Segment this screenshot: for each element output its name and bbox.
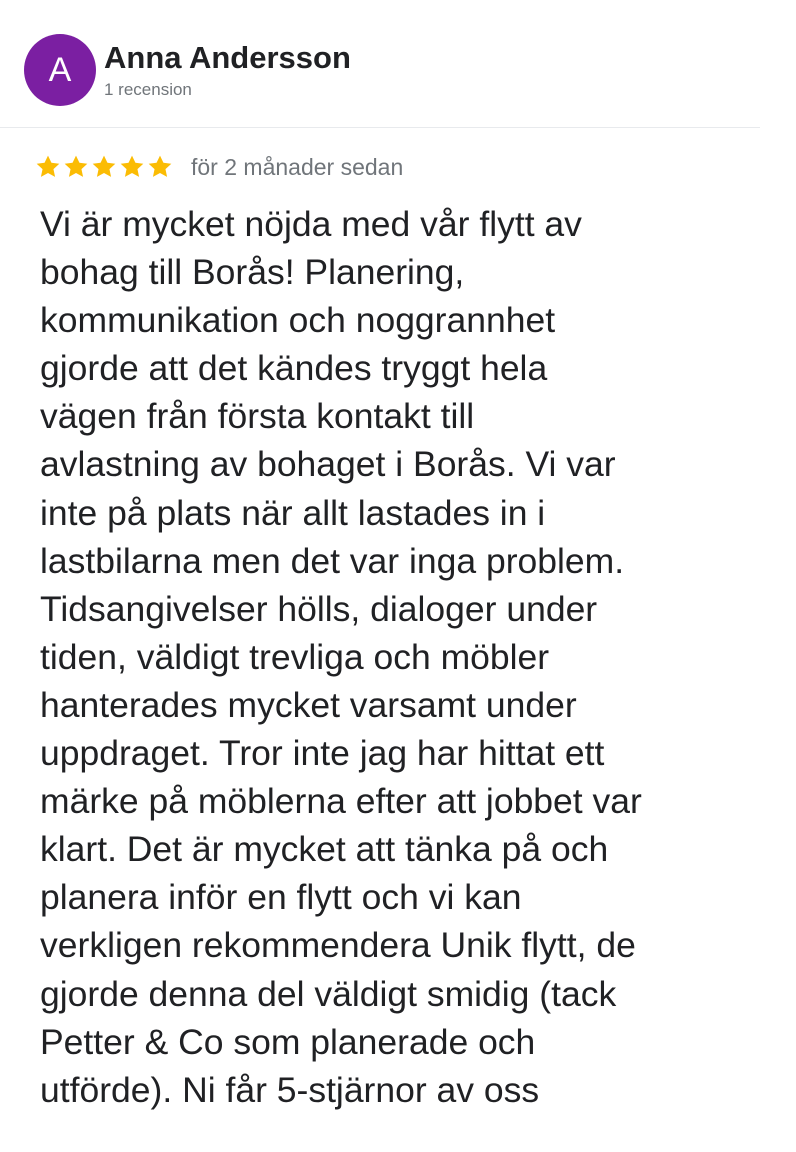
reviewer-review-count[interactable]: 1 recension — [104, 79, 192, 99]
review-text: Vi är mycket nöjda med vår flytt av bohag till Borås! Planering, kommunikation och noggrannhet gjorde att det kändes tryggt hela vägen från första kontakt till avlastning av bohaget i Borås. Vi var inte på plats när allt lastades in i lastbilarna men det var inga problem. Tidsangivelser hölls, dialoger under tiden, väldigt trevliga och möbler hanterades mycket varsamt under uppdraget. Tror inte jag har hittat ett märke på möblerna efter att jobbet var klart. Det är mycket att tänka på och planera inför en flytt och vi kan verkligen rekommendera Unik flytt, de gjorde denna del väldigt smidig (tack Petter & Co som planerade och utförde). Ni får 5-stjärnor av oss — [40, 204, 642, 1110]
star-icon — [62, 153, 90, 181]
star-rating — [34, 153, 174, 181]
star-icon — [146, 153, 174, 181]
avatar[interactable] — [24, 34, 96, 106]
star-icon — [118, 153, 146, 181]
star-icon — [34, 153, 62, 181]
star-icon — [90, 153, 118, 181]
review-time: för 2 månader sedan — [191, 154, 404, 180]
divider — [0, 127, 760, 128]
reviewer-info — [104, 40, 351, 101]
rating-row — [34, 150, 403, 184]
reviewer-name[interactable]: Anna Andersson — [104, 39, 351, 75]
reviewer-header — [24, 34, 351, 106]
avatar-letter: A — [48, 50, 72, 89]
